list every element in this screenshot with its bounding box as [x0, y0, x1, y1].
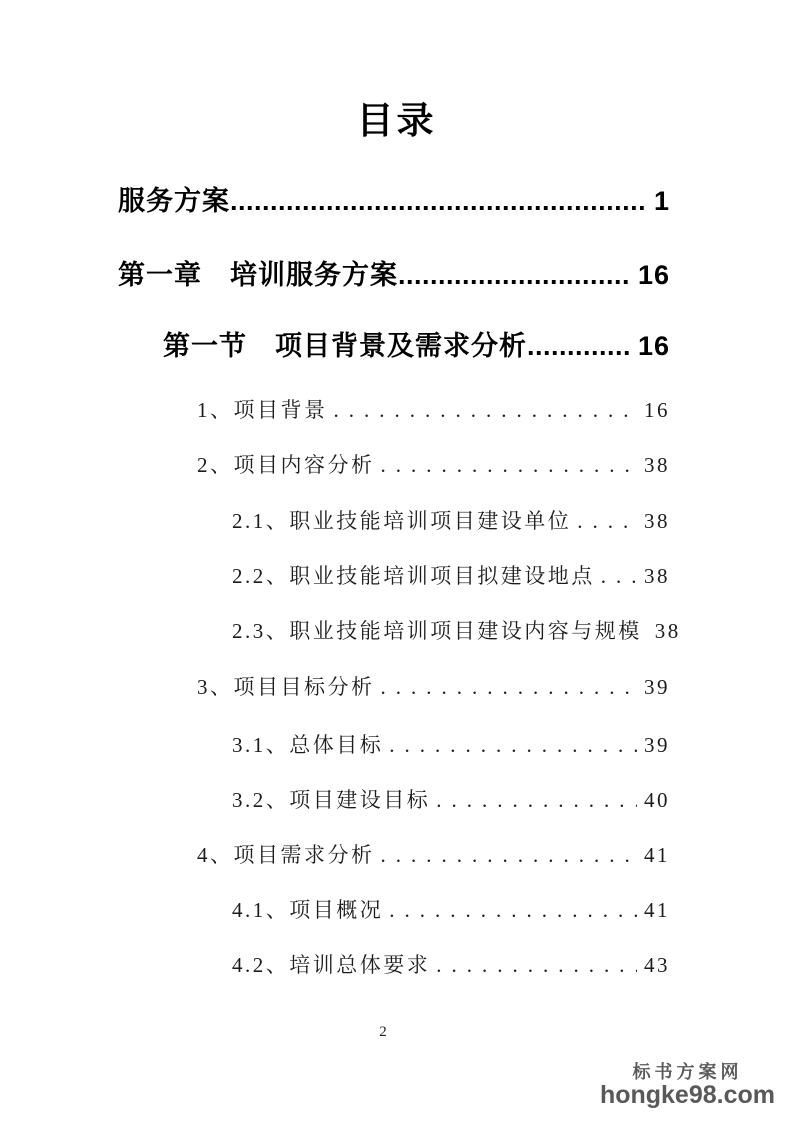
toc-entry-label: 第一章 培训服务方案	[118, 260, 398, 290]
toc-entry-page: 39	[644, 675, 670, 699]
dot-leader	[398, 260, 631, 291]
toc-entry-label: 3.2、项目建设目标	[232, 788, 431, 812]
toc-entry	[118, 394, 670, 424]
dot-leader	[436, 953, 637, 978]
toc-entry	[118, 894, 670, 924]
toc-entry-page: 41	[644, 843, 670, 867]
toc-entry-label: 3、项目目标分析	[197, 675, 375, 699]
toc-entry-label: 3.1、总体目标	[232, 733, 384, 757]
dot-leader	[334, 398, 638, 423]
toc-entry-label: 2、项目内容分析	[197, 453, 375, 477]
toc-entry-label: 服务方案	[118, 186, 230, 216]
toc-entry-page: 38	[654, 619, 681, 643]
toc-entry	[118, 253, 670, 292]
watermark	[600, 1063, 775, 1108]
dot-leader	[577, 509, 637, 534]
toc-entry-page: 40	[644, 788, 670, 812]
dot-leader	[381, 843, 638, 868]
toc-entry	[118, 784, 670, 814]
toc-entry-page: 16	[637, 331, 670, 361]
toc-entry	[118, 615, 681, 645]
dot-leader	[381, 675, 638, 700]
toc-entry-page: 38	[644, 564, 670, 588]
toc-entry-label: 4.1、项目概况	[232, 898, 384, 922]
table-of-contents	[118, 0, 681, 1122]
toc-entry-page: 1	[653, 186, 670, 216]
dot-leader	[381, 453, 638, 478]
toc-entry-label: 2.2、职业技能培训项目拟建设地点	[232, 564, 595, 588]
toc-entry	[118, 729, 670, 759]
toc-entry-page: 43	[644, 953, 670, 977]
toc-entry-page: 16	[644, 398, 670, 422]
toc-entry-label: 第一节 项目背景及需求分析	[163, 331, 527, 361]
toc-entry	[118, 505, 670, 535]
toc-entry-page: 38	[644, 509, 670, 533]
watermark-site-name: 标书方案网	[632, 1061, 743, 1082]
toc-entry	[118, 324, 670, 363]
toc-entry-label: 1、项目背景	[197, 398, 328, 422]
dot-leader	[436, 788, 637, 813]
toc-entry	[118, 179, 670, 218]
toc-entry-label: 4.2、培训总体要求	[232, 953, 431, 977]
watermark-site-url: hongke98.com	[599, 1080, 775, 1109]
toc-entry-label: 2.3、职业技能培训项目建设内容与规模	[232, 619, 642, 643]
toc-entry	[118, 949, 670, 979]
toc-entry-label: 2.1、职业技能培训项目建设单位	[232, 509, 572, 533]
toc-entry-page: 41	[644, 898, 670, 922]
toc-entry-page: 38	[644, 453, 670, 477]
dot-leader	[389, 733, 637, 758]
toc-entry	[118, 560, 670, 590]
dot-leader	[389, 898, 637, 923]
dot-leader	[601, 564, 637, 589]
toc-entry	[118, 449, 670, 479]
toc-entry	[118, 839, 670, 869]
footer-page-number: 2	[379, 1024, 387, 1040]
dot-leader	[230, 186, 647, 217]
toc-entry-label: 4、项目需求分析	[197, 843, 375, 867]
dot-leader	[527, 331, 631, 362]
toc-entry-page: 39	[644, 733, 670, 757]
toc-entry	[118, 671, 670, 701]
toc-title: 目录	[356, 101, 437, 142]
toc-entry-page: 16	[637, 260, 670, 290]
